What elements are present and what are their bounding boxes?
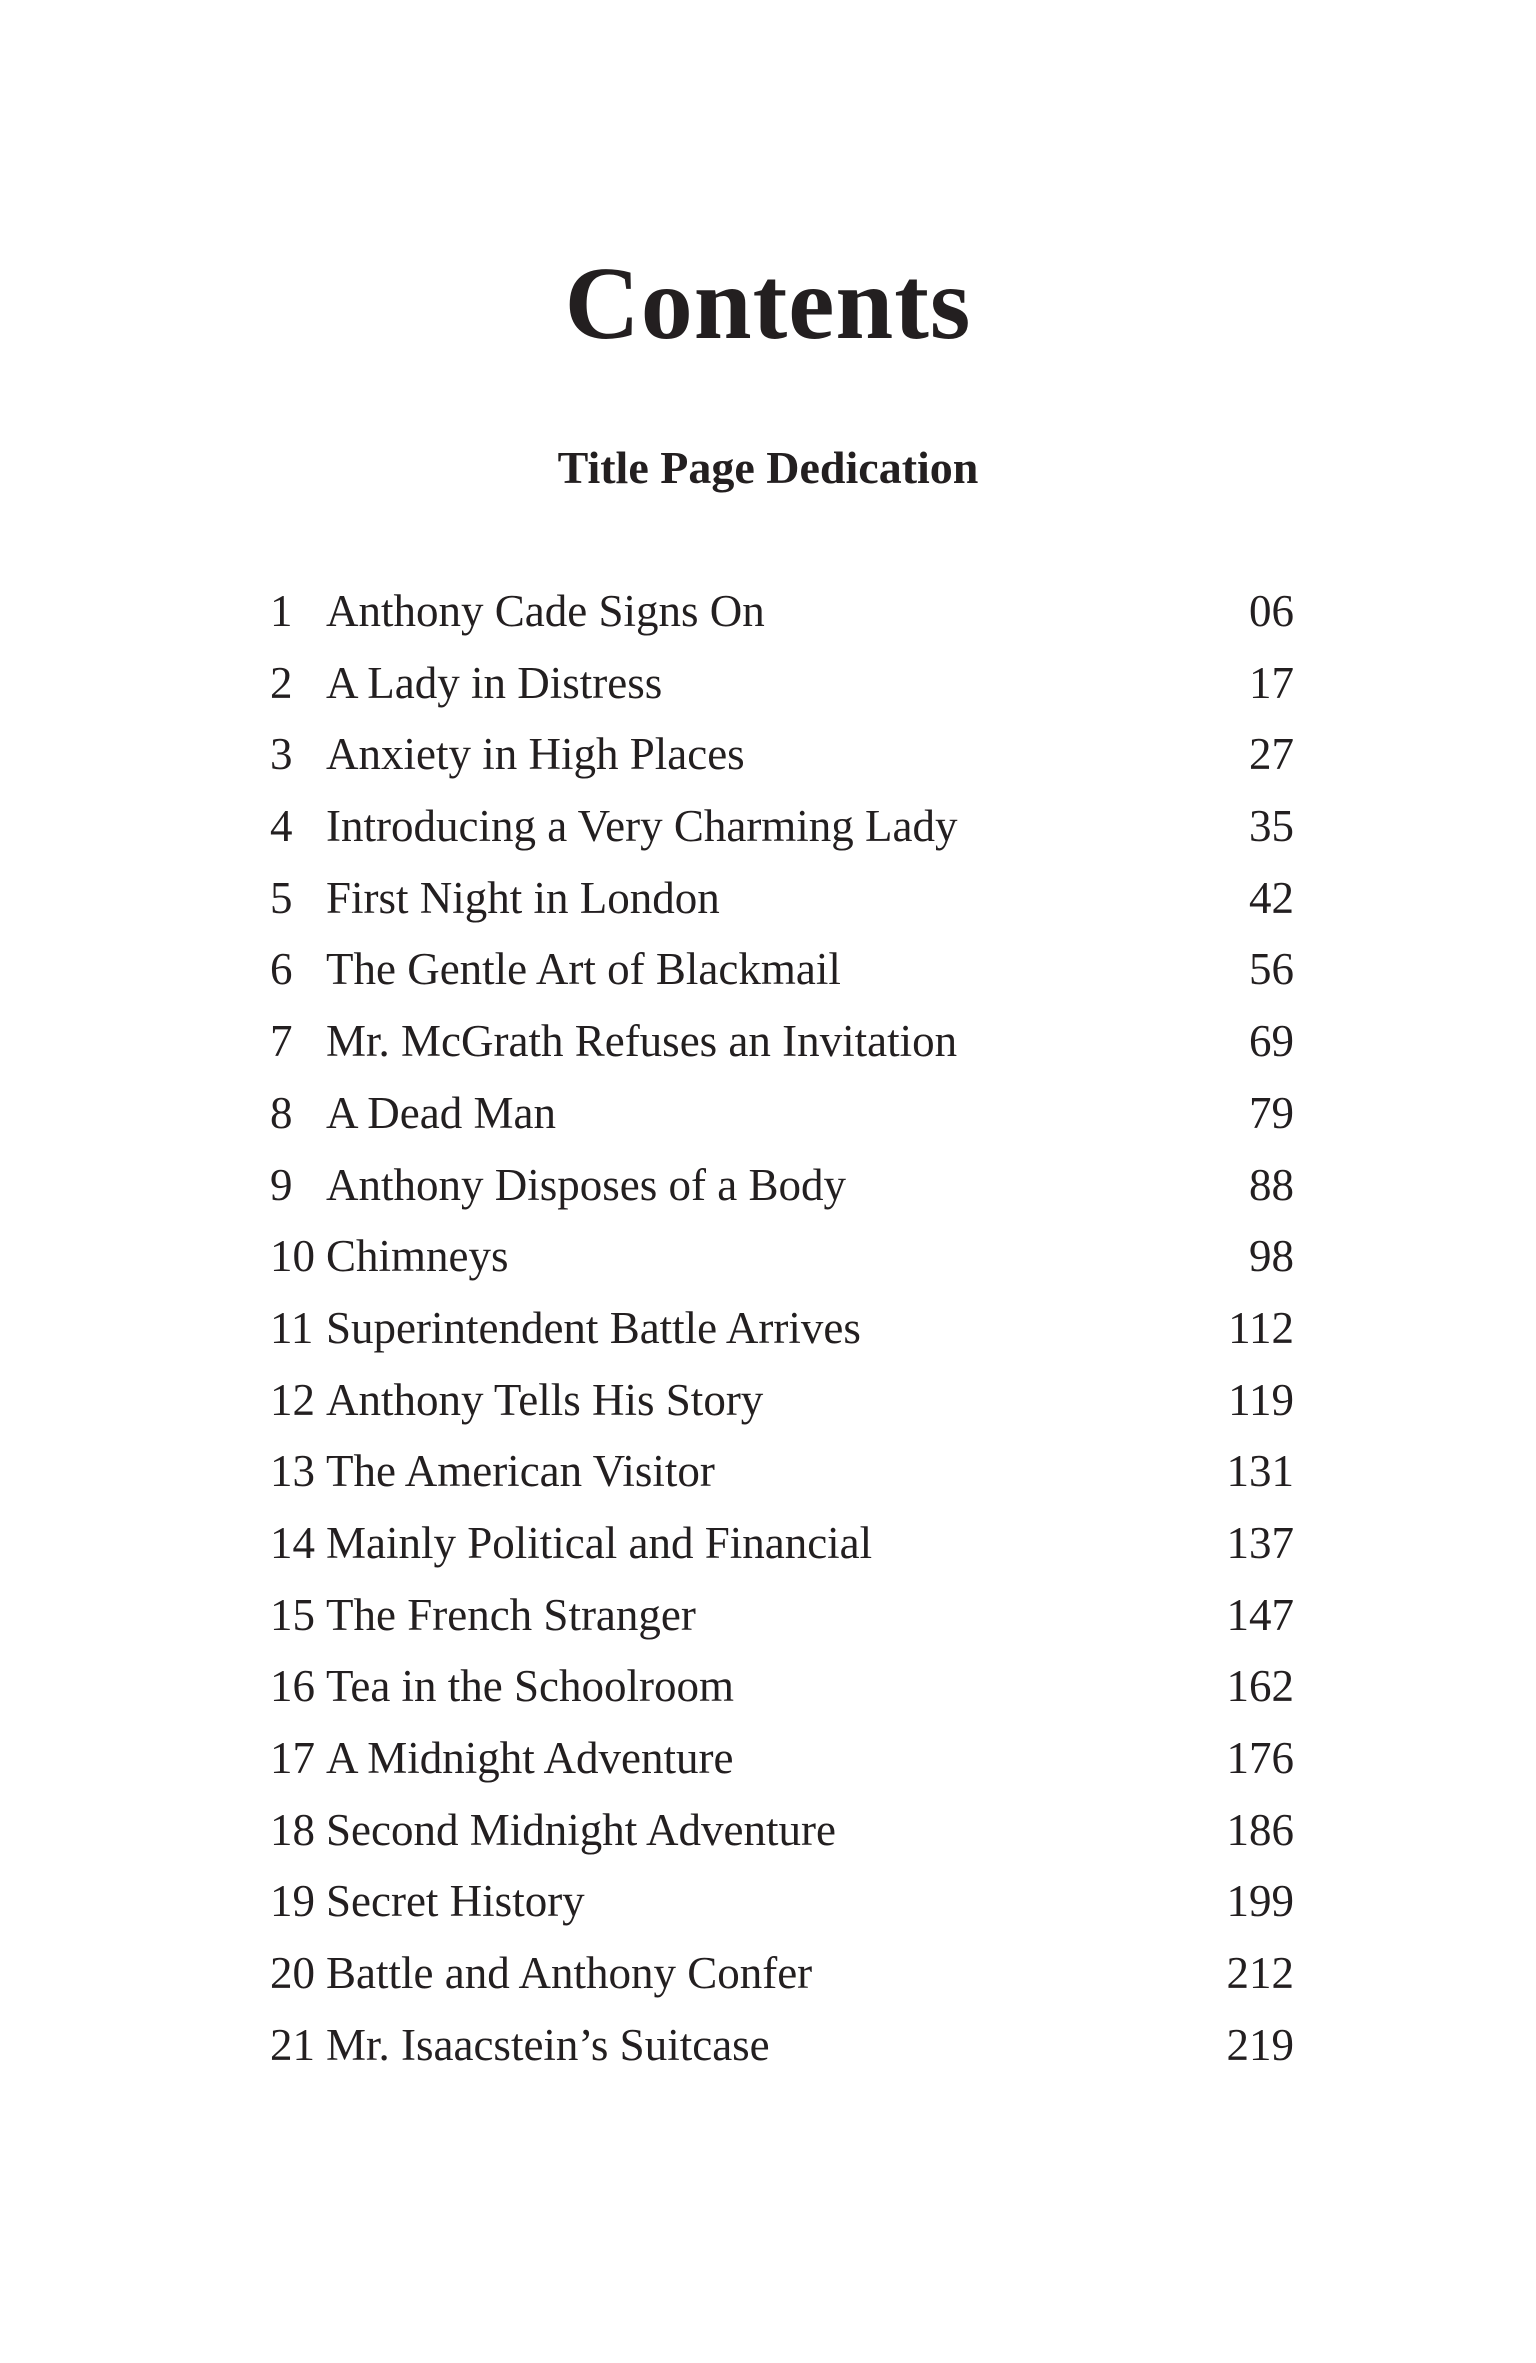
- toc-entry[interactable]: [270, 1372, 1294, 1444]
- toc-entry[interactable]: [270, 1085, 1294, 1157]
- chapter-number: 19: [270, 1876, 315, 1927]
- chapter-number: 12: [270, 1374, 315, 1425]
- toc-entry[interactable]: [270, 1300, 1294, 1372]
- toc-entry[interactable]: [270, 1945, 1294, 2017]
- chapter-title: Battle and Anthony Confer: [326, 1948, 813, 1999]
- toc-entry[interactable]: [270, 1802, 1294, 1874]
- chapter-title: Mr. McGrath Refuses an Invitation: [326, 1016, 958, 1067]
- page-number: 219: [1226, 2019, 1294, 2070]
- page-number: 162: [1226, 1661, 1294, 1712]
- page-number: 199: [1226, 1876, 1294, 1927]
- chapter-title: The Gentle Art of Blackmail: [326, 944, 841, 995]
- page-number: 147: [1226, 1589, 1294, 1640]
- chapter-title: Superintendent Battle Arrives: [326, 1302, 861, 1353]
- chapter-title: Anxiety in High Places: [326, 729, 745, 780]
- page-number: 27: [1249, 729, 1294, 780]
- front-matter-links[interactable]: Title Page Dedication: [557, 442, 979, 493]
- page-number: 137: [1226, 1517, 1294, 1568]
- toc-entry[interactable]: [270, 1730, 1294, 1802]
- chapter-title: Tea in the Schoolroom: [326, 1661, 735, 1712]
- chapter-title: Second Midnight Adventure: [326, 1804, 836, 1855]
- chapter-number: 21: [270, 2019, 315, 2070]
- chapter-title: A Midnight Adventure: [326, 1733, 734, 1783]
- chapter-number: 2: [270, 657, 293, 708]
- chapter-number: 9: [270, 1159, 293, 1210]
- chapter-number: 6: [270, 944, 293, 995]
- chapter-number: 10: [270, 1231, 315, 1282]
- toc-entry[interactable]: [270, 1587, 1294, 1659]
- toc-entry[interactable]: [270, 941, 1294, 1013]
- toc-entry[interactable]: [270, 798, 1294, 870]
- toc-entry[interactable]: [270, 726, 1294, 798]
- chapter-number: 5: [270, 872, 293, 923]
- chapter-number: 14: [270, 1517, 315, 1568]
- chapter-number: 7: [270, 1016, 293, 1067]
- page-number: 112: [1228, 1302, 1294, 1353]
- toc-entry[interactable]: [270, 1228, 1294, 1300]
- chapter-number: 4: [270, 801, 293, 852]
- table-of-contents: [270, 583, 1294, 2088]
- chapter-title: First Night in London: [326, 872, 720, 923]
- chapter-title: The French Stranger: [326, 1589, 696, 1640]
- chapter-title: Anthony Cade Signs On: [326, 586, 765, 636]
- chapter-title: Anthony Disposes of a Body: [326, 1159, 846, 1210]
- chapter-title: Secret History: [326, 1876, 585, 1927]
- toc-entry[interactable]: [270, 1443, 1294, 1515]
- page-number: 131: [1226, 1446, 1294, 1497]
- page-title: Contents: [564, 246, 972, 361]
- page-number: 35: [1249, 801, 1294, 852]
- chapter-number: 16: [270, 1661, 315, 1712]
- chapter-number: 3: [270, 729, 293, 780]
- page-number: 212: [1226, 1948, 1294, 1999]
- chapter-title: A Dead Man: [326, 1087, 556, 1138]
- chapter-title: A Lady in Distress: [326, 657, 663, 708]
- chapter-title: Mainly Political and Financial: [326, 1517, 873, 1568]
- chapter-number: 17: [270, 1733, 315, 1783]
- page-number: 69: [1249, 1016, 1294, 1067]
- page-number: 17: [1249, 657, 1294, 708]
- chapter-title: The American Visitor: [326, 1446, 715, 1497]
- toc-entry[interactable]: [270, 1013, 1294, 1085]
- chapter-number: 1: [270, 586, 293, 636]
- toc-entry[interactable]: [270, 2017, 1294, 2089]
- page-number: 119: [1228, 1374, 1294, 1425]
- chapter-number: 20: [270, 1948, 315, 1999]
- page-number: 88: [1249, 1159, 1294, 1210]
- chapter-title: Introducing a Very Charming Lady: [326, 801, 958, 852]
- chapter-number: 15: [270, 1589, 315, 1640]
- page-number: 98: [1249, 1231, 1294, 1282]
- toc-entry[interactable]: [270, 1873, 1294, 1945]
- page-number: 79: [1249, 1087, 1294, 1138]
- page-number: 176: [1226, 1733, 1294, 1783]
- chapter-number: 13: [270, 1446, 315, 1497]
- chapter-number: 11: [270, 1302, 314, 1353]
- toc-entry[interactable]: [270, 655, 1294, 727]
- toc-entry[interactable]: [270, 1515, 1294, 1587]
- toc-entry[interactable]: [270, 583, 1294, 655]
- toc-entry[interactable]: [270, 870, 1294, 942]
- page-number: 06: [1249, 586, 1294, 636]
- toc-entry[interactable]: [270, 1157, 1294, 1229]
- page-number: 56: [1249, 944, 1294, 995]
- chapter-title: Anthony Tells His Story: [326, 1374, 764, 1425]
- chapter-number: 18: [270, 1804, 315, 1855]
- chapter-number: 8: [270, 1087, 293, 1138]
- page-number: 42: [1249, 872, 1294, 923]
- chapter-title: Chimneys: [326, 1231, 509, 1282]
- chapter-title: Mr. Isaacstein’s Suitcase: [326, 2019, 770, 2070]
- page-number: 186: [1226, 1804, 1294, 1855]
- toc-entry[interactable]: [270, 1658, 1294, 1730]
